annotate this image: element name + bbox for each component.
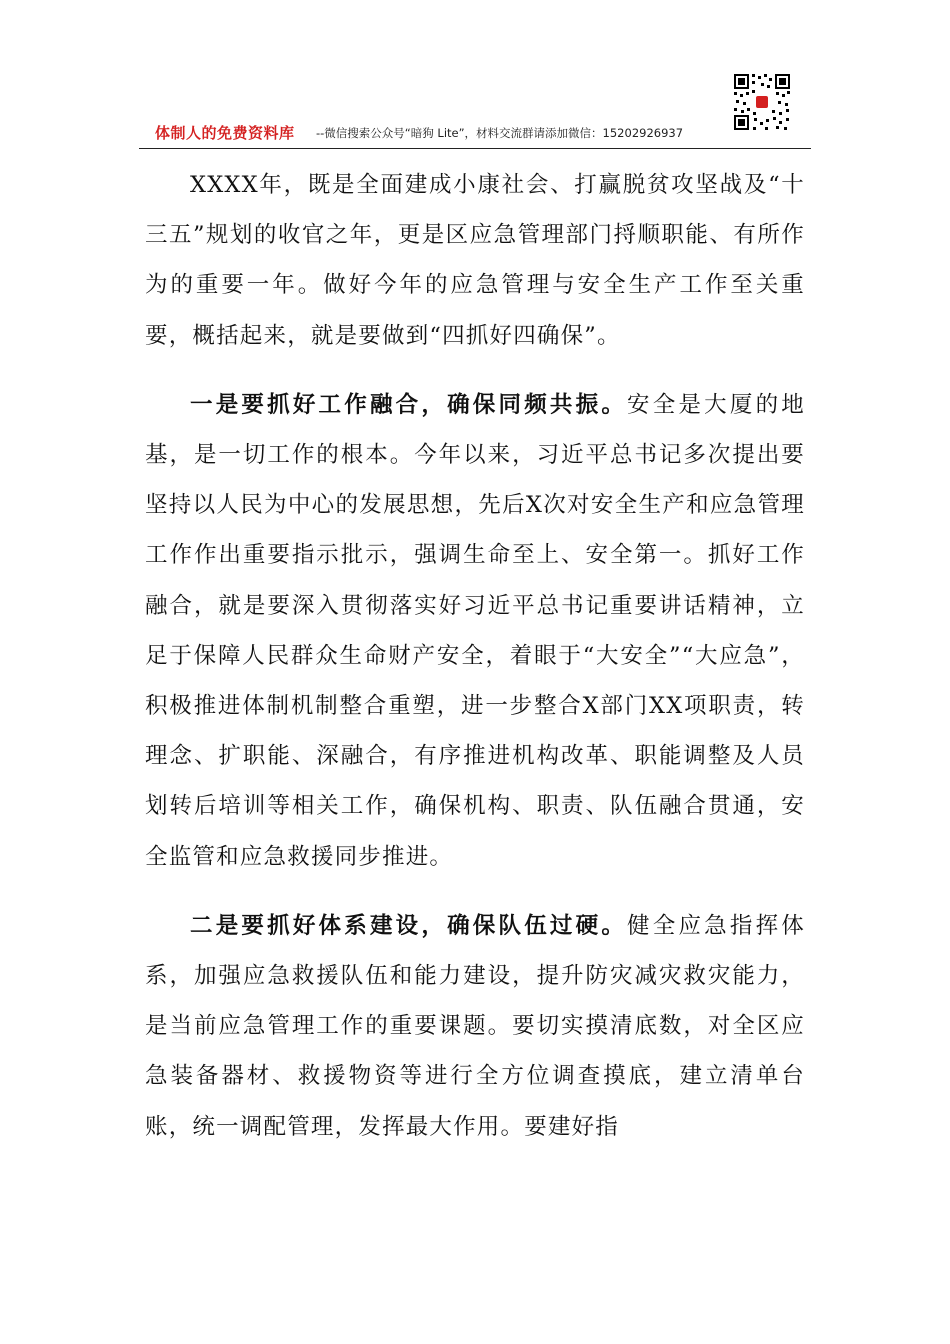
paragraph-point-2 (145, 901, 805, 1152)
brand-title: 体制人的免费资料库 (155, 124, 295, 142)
paragraph-intro (145, 160, 805, 361)
paragraph-lead: 二是要抓好体系建设，确保队伍过硬。 (190, 912, 628, 939)
paragraph-point-1 (145, 380, 805, 882)
document-body (145, 160, 805, 1152)
paragraph-text: 健全应急指挥体系，加强应急救援队伍和能力建设，提升防灾减灾救灾能力，是当前应急管理工作的重要课题。要切实摸清底数，对全区应急装备器材、救援物资等进行全方位调查摸底，建立清单台账，统一调配管理，发挥最大作用。要建好指 (145, 912, 805, 1140)
paragraph-text: XXXX年，既是全面建成小康社会、打赢脱贫攻坚战及“十三五”规划的收官之年，更是区应急管理部门捋顺职能、有所作为的重要一年。做好今年的应急管理与安全生产工作至关重要，概括起来，就是要做到“四抓好四确保”。 (145, 172, 805, 349)
paragraph-text: 安全是大厦的地基，是一切工作的根本。今年以来，习近平总书记多次提出要坚持以人民为中心的发展思想，先后X次对安全生产和应急管理工作作出重要指示批示，强调生命至上、安全第一。抓好工作融合，就是要深入贯彻落实好习近平总书记重要讲话精神，立足于保障人民群众生命财产安全，着眼于“大安全”“大应急”，积极推进体制机制整合重塑，进一步整合X部门XX项职责，转理念、扩职能、深融合，有序推进机构改革、职能调整及人员划转后培训等相关工作，确保机构、职责、队伍融合贯通，安全监管和应急救援同步推进。 (145, 391, 805, 870)
page-header (139, 118, 811, 149)
paragraph-lead: 一是要抓好工作融合，确保同频共振。 (190, 391, 628, 418)
header-notice: --微信搜索公众号“暗狗 Lite”，材料交流群请添加微信：15202926937 (316, 126, 684, 140)
